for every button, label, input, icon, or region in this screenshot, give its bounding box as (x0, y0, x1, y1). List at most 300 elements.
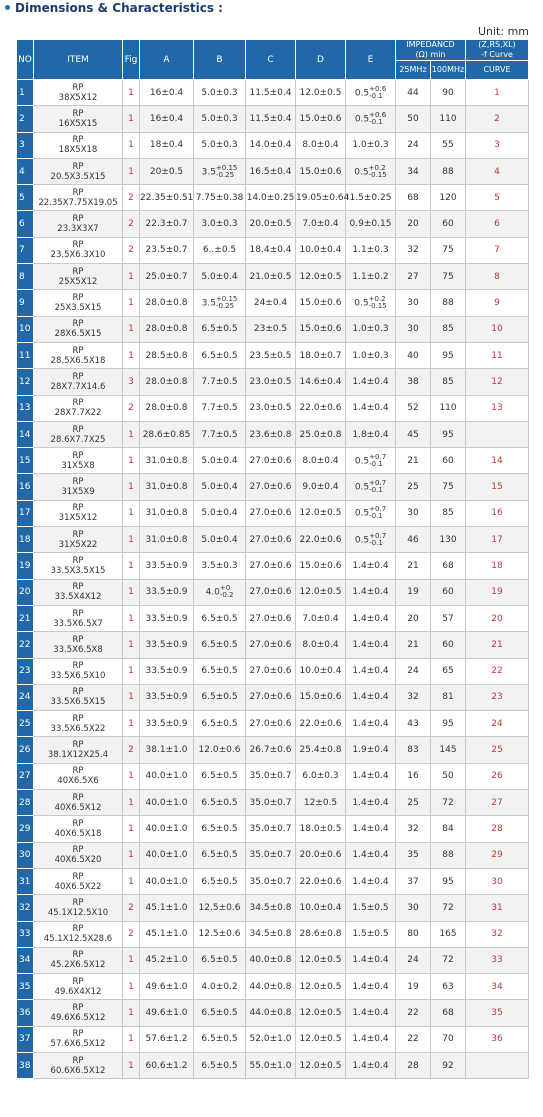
impedance-100mhz-cell (431, 632, 466, 658)
dim-d-cell (296, 474, 346, 500)
cell-text: 6.5±0.5 (201, 876, 238, 887)
dim-a-cell (140, 369, 194, 395)
item-prefix: RP (72, 713, 84, 724)
table-row (17, 80, 529, 106)
cell-text: 20 (19, 587, 31, 598)
row-number (17, 527, 34, 553)
col-100mhz-header: 100MHz (431, 61, 466, 80)
item-prefix: RP (72, 266, 84, 277)
dim-d-cell (296, 737, 346, 763)
curve-header-line2: -f Curve (481, 50, 513, 59)
impedance-100mhz-cell (431, 763, 466, 789)
cell-text: 6.5±0.5 (201, 718, 238, 729)
impedance-100mhz-cell (431, 132, 466, 158)
item-cell (34, 474, 123, 500)
cell-text: 1 (128, 455, 134, 466)
tolerance (220, 585, 234, 599)
dim-e-cell (346, 421, 396, 447)
dim-d-cell (296, 579, 346, 605)
impedance-100mhz-cell (431, 1052, 466, 1078)
dim-c-cell (246, 474, 296, 500)
item-cell (34, 842, 123, 868)
impedance-100mhz-cell (431, 711, 466, 737)
cell-text: 23.5±0.7 (145, 245, 188, 256)
impedance-100mhz-cell (431, 448, 466, 474)
tolerance-minus: -0.1 (369, 538, 383, 547)
cell-text: 145 (439, 745, 457, 756)
cell-text: 33.5±0.9 (145, 718, 188, 729)
cell-text: 60 (442, 219, 454, 230)
cell-text: 5 (494, 192, 500, 203)
item-cell (34, 658, 123, 684)
curve-cell (466, 237, 529, 263)
item-cell (34, 947, 123, 973)
cell-text: 12.0±0.6 (198, 745, 241, 756)
dim-b-cell (194, 1052, 246, 1078)
dim-a-cell (140, 395, 194, 421)
cell-text: 1.4±0.4 (352, 823, 389, 834)
tolerance (369, 480, 386, 494)
cell-text: 8.0±0.4 (302, 455, 339, 466)
cell-text: 21.0±0.5 (249, 271, 292, 282)
tolerance-minus: -0.1 (369, 459, 383, 468)
dim-a-cell (140, 448, 194, 474)
cell-text: 27.0±0.6 (249, 534, 292, 545)
tolerance-plus: +0.7 (369, 452, 387, 461)
dim-e-cell (346, 974, 396, 1000)
cell-text: 40.0±1.0 (145, 823, 188, 834)
cell-text: 5.0±0.4 (201, 455, 238, 466)
item-prefix: RP (72, 792, 84, 803)
cell-text: 1.4±0.4 (352, 376, 389, 387)
tolerance-minus: -0.1 (369, 512, 383, 521)
cell-text: 60 (442, 587, 454, 598)
impedance-100mhz-cell (431, 369, 466, 395)
dim-b-cell (194, 290, 246, 316)
cell-text: 32 (407, 692, 419, 703)
cell-text: 1 (128, 87, 134, 98)
cell-text: 130 (439, 534, 457, 545)
cell-text: 15 (19, 455, 31, 466)
item-prefix: RP (72, 108, 84, 119)
cell-text: 33.5±0.9 (145, 666, 188, 677)
cell-text: 0.5 (354, 298, 369, 309)
item-prefix: RP (72, 240, 84, 251)
curve-cell (466, 1000, 529, 1026)
dim-d-cell (296, 290, 346, 316)
cell-text: 18.0±0.7 (299, 350, 342, 361)
cell-text: 9.0±0.4 (302, 482, 339, 493)
item-prefix: RP (72, 1003, 84, 1014)
item-code: 28X7.7X22 (54, 408, 102, 419)
tolerance-plus: +0.15 (215, 295, 238, 304)
row-number (17, 921, 34, 947)
dim-b-cell (194, 737, 246, 763)
dim-b-cell (194, 553, 246, 579)
cell-text: 12.0±0.5 (299, 87, 342, 98)
impedance-25mhz-cell (396, 421, 431, 447)
dim-e-cell (346, 579, 396, 605)
cell-text: 27.0±0.6 (249, 508, 292, 519)
dim-e-cell (346, 816, 396, 842)
cell-text: 18 (491, 560, 503, 571)
cell-text: 31.0±0.8 (145, 482, 188, 493)
cell-text: 35.0±0.7 (249, 823, 292, 834)
fig-cell (123, 579, 140, 605)
cell-text: 30 (407, 324, 419, 335)
cell-text: 20 (407, 219, 419, 230)
impedance-100mhz-cell (431, 527, 466, 553)
cell-text: 2 (128, 192, 134, 203)
cell-text: 27 (407, 271, 419, 282)
cell-text: 2 (494, 113, 500, 124)
dim-d-cell (296, 816, 346, 842)
cell-text: 18±0.4 (149, 140, 184, 151)
item-cell (34, 553, 123, 579)
impedance-100mhz-cell (431, 421, 466, 447)
dim-c-cell (246, 895, 296, 921)
impedance-100mhz-cell (431, 395, 466, 421)
item-code: 40X6.5X12 (54, 802, 102, 813)
impedance-25mhz-cell (396, 158, 431, 184)
row-number (17, 211, 34, 237)
fig-cell (123, 1052, 140, 1078)
dim-e-cell (346, 711, 396, 737)
dim-a-cell (140, 868, 194, 894)
cell-text: 38 (407, 376, 419, 387)
impedance-100mhz-cell (431, 500, 466, 526)
row-number (17, 553, 34, 579)
row-number (17, 684, 34, 710)
col-a-header: A (140, 40, 194, 80)
impedance-100mhz-cell (431, 974, 466, 1000)
curve-cell (466, 369, 529, 395)
impedance-25mhz-cell (396, 763, 431, 789)
cell-text: 4.0±0.2 (201, 981, 238, 992)
cell-text: 27.0±0.6 (249, 455, 292, 466)
cell-text: 31.0±0.8 (145, 455, 188, 466)
dim-e-cell (346, 316, 396, 342)
impedance-100mhz-cell (431, 316, 466, 342)
cell-text: 35 (19, 981, 31, 992)
item-code: 28.6X7.7X25 (50, 434, 106, 445)
impedance-25mhz-cell (396, 80, 431, 106)
dim-a-cell (140, 711, 194, 737)
cell-text: 4 (494, 166, 500, 177)
cell-text: 6.5±0.5 (201, 850, 238, 861)
curve-cell (466, 974, 529, 1000)
item-prefix: RP (72, 582, 84, 593)
cell-text: 1.4±0.4 (352, 718, 389, 729)
dim-c-cell (246, 290, 296, 316)
impedance-25mhz-cell (396, 921, 431, 947)
cell-text: 6 (494, 219, 500, 230)
dim-b-cell (194, 842, 246, 868)
cell-text: 12.0±0.5 (299, 1008, 342, 1019)
row-number (17, 895, 34, 921)
cell-text: 85 (442, 376, 454, 387)
cell-text: 38 (19, 1060, 31, 1071)
table-row (17, 974, 529, 1000)
curve-cell (466, 842, 529, 868)
item-code: 38X5X12 (58, 92, 98, 103)
dim-d-cell (296, 264, 346, 290)
impedance-100mhz-cell (431, 290, 466, 316)
dim-e-cell (346, 632, 396, 658)
cell-text: 6.5±0.5 (201, 692, 238, 703)
table-row (17, 500, 529, 526)
cell-text: 18.0±0.5 (299, 823, 342, 834)
cell-text: 6.5±0.5 (201, 1008, 238, 1019)
cell-text: 3.5 (201, 298, 216, 309)
curve-cell (466, 605, 529, 631)
dim-c-cell (246, 237, 296, 263)
cell-text: 22.0±0.6 (299, 534, 342, 545)
cell-text: 50 (407, 113, 419, 124)
item-cell (34, 158, 123, 184)
cell-text: 1.1±0.3 (352, 245, 389, 256)
impedance-header (396, 40, 466, 61)
impedance-25mhz-cell (396, 316, 431, 342)
cell-text: 5.0±0.4 (201, 482, 238, 493)
cell-text: 65 (442, 666, 454, 677)
cell-text: 29 (491, 850, 503, 861)
item-cell (34, 237, 123, 263)
col-d-header: D (296, 40, 346, 80)
fig-cell (123, 158, 140, 184)
item-prefix: RP (72, 766, 84, 777)
impedance-100mhz-cell (431, 342, 466, 368)
cell-text: 44.0±0.8 (249, 981, 292, 992)
table-row (17, 711, 529, 737)
impedance-100mhz-cell (431, 947, 466, 973)
dim-b-cell (194, 237, 246, 263)
item-prefix: RP (72, 477, 84, 488)
item-code: 23.3X3X7 (57, 224, 99, 235)
curve-cell (466, 421, 529, 447)
impedance-25mhz-cell (396, 868, 431, 894)
dim-e-cell (346, 921, 396, 947)
dim-a-cell (140, 737, 194, 763)
table-row (17, 1000, 529, 1026)
curve-cell (466, 264, 529, 290)
cell-text: 3.5±0.3 (201, 560, 238, 571)
item-cell (34, 1052, 123, 1078)
fig-cell (123, 211, 140, 237)
cell-text: 19 (407, 587, 419, 598)
impedance-25mhz-cell (396, 290, 431, 316)
dim-a-cell (140, 106, 194, 132)
cell-text: 5.0±0.4 (201, 271, 238, 282)
cell-text: 22.0±0.6 (299, 403, 342, 414)
dim-b-cell (194, 500, 246, 526)
dim-a-cell (140, 316, 194, 342)
dim-d-cell (296, 527, 346, 553)
item-code: 33.5X3.5X15 (50, 565, 106, 576)
row-number (17, 158, 34, 184)
cell-text: 1.4±0.4 (352, 1060, 389, 1071)
curve-header-top (466, 40, 529, 61)
row-number (17, 316, 34, 342)
impedance-25mhz-cell (396, 658, 431, 684)
cell-text: 25.0±0.7 (145, 271, 188, 282)
cell-text: 45.1±1.0 (145, 902, 188, 913)
item-code: 31X5X22 (58, 539, 98, 550)
dim-b-cell (194, 211, 246, 237)
cell-text: 84 (442, 823, 454, 834)
dim-b-cell (194, 947, 246, 973)
item-prefix: RP (72, 1055, 84, 1066)
dim-c-cell (246, 553, 296, 579)
dim-c-cell (246, 974, 296, 1000)
cell-text: 1.4±0.4 (352, 1008, 389, 1019)
dim-e-cell (346, 763, 396, 789)
cell-text: 1.5±0.5 (352, 902, 389, 913)
impedance-100mhz-cell (431, 1026, 466, 1052)
dim-d-cell (296, 500, 346, 526)
cell-text: 7.7±0.5 (201, 376, 238, 387)
dim-a-cell (140, 237, 194, 263)
dim-c-cell (246, 369, 296, 395)
row-number (17, 237, 34, 263)
dim-e-cell (346, 290, 396, 316)
dim-b-cell (194, 895, 246, 921)
tolerance-plus: +0.7 (369, 505, 387, 514)
item-cell (34, 816, 123, 842)
cell-text: 27.0±0.6 (249, 613, 292, 624)
impedance-100mhz-cell (431, 816, 466, 842)
table-row (17, 237, 529, 263)
dim-e-cell (346, 658, 396, 684)
fig-cell (123, 185, 140, 211)
cell-text: 25 (407, 797, 419, 808)
dim-b-cell (194, 632, 246, 658)
cell-text: 23.0±0.5 (249, 403, 292, 414)
table-row (17, 868, 529, 894)
dim-d-cell (296, 895, 346, 921)
cell-text: 28.6±0.85 (142, 429, 191, 440)
curve-cell (466, 684, 529, 710)
cell-text: 1.4±0.4 (352, 955, 389, 966)
dim-b-cell (194, 1026, 246, 1052)
impedance-100mhz-cell (431, 211, 466, 237)
fig-cell (123, 711, 140, 737)
cell-text: 9 (494, 298, 500, 309)
curve-cell (466, 448, 529, 474)
table-row (17, 369, 529, 395)
dim-c-cell (246, 1026, 296, 1052)
curve-cell (466, 790, 529, 816)
curve-cell (466, 80, 529, 106)
cell-text: 20.0±0.5 (249, 219, 292, 230)
cell-text: 43 (407, 718, 419, 729)
dim-b-cell (194, 342, 246, 368)
impedance-100mhz-cell (431, 842, 466, 868)
item-code: 49.6X4X12 (54, 986, 102, 997)
dim-a-cell (140, 658, 194, 684)
cell-text: 33.5±0.9 (145, 639, 188, 650)
table-row (17, 395, 529, 421)
item-prefix: RP (72, 976, 84, 987)
dim-d-cell (296, 395, 346, 421)
cell-text: 12.0±0.5 (299, 508, 342, 519)
cell-text: 23 (19, 666, 31, 677)
cell-text: 12 (491, 376, 503, 387)
cell-text: 70 (442, 1034, 454, 1045)
item-cell (34, 632, 123, 658)
cell-text: 35 (407, 850, 419, 861)
cell-text: 1 (128, 955, 134, 966)
cell-text: 1 (128, 823, 134, 834)
cell-text: 6.5±0.5 (201, 1060, 238, 1071)
cell-text: 34.5±0.8 (249, 902, 292, 913)
tolerance-minus: -0.1 (369, 486, 383, 495)
cell-text: 13 (491, 403, 503, 414)
cell-text: 1.4±0.4 (352, 771, 389, 782)
impedance-header-line2: (Ω) min (415, 50, 446, 59)
col-fig-header: Fig (123, 40, 140, 80)
tolerance (369, 165, 387, 179)
row-number (17, 106, 34, 132)
table-row (17, 632, 529, 658)
dim-e-cell (346, 527, 396, 553)
cell-text: 45.2±1.0 (145, 955, 188, 966)
table-row (17, 605, 529, 631)
dim-e-cell (346, 605, 396, 631)
cell-text: 81 (442, 692, 454, 703)
cell-text: 1 (128, 482, 134, 493)
cell-text: 27.0±0.6 (249, 666, 292, 677)
item-prefix: RP (72, 424, 84, 435)
curve-cell (466, 290, 529, 316)
item-prefix: RP (72, 950, 84, 961)
cell-text: 25.4±0.8 (299, 745, 342, 756)
col-curve-header: CURVE (466, 61, 529, 80)
cell-text: 6.5±0.5 (201, 613, 238, 624)
cell-text: 37 (19, 1034, 31, 1045)
cell-text: 90 (442, 87, 454, 98)
cell-text: 40.0±0.8 (249, 955, 292, 966)
item-cell (34, 80, 123, 106)
cell-text: 35.0±0.7 (249, 876, 292, 887)
table-row (17, 106, 529, 132)
cell-text: 1 (128, 797, 134, 808)
fig-cell (123, 790, 140, 816)
cell-text: 34.5±0.8 (249, 929, 292, 940)
cell-text: 28 (491, 823, 503, 834)
cell-text: 15 (491, 482, 503, 493)
curve-cell (466, 947, 529, 973)
dim-d-cell (296, 921, 346, 947)
cell-text: 44 (407, 87, 419, 98)
item-cell (34, 290, 123, 316)
cell-text: 95 (442, 429, 454, 440)
row-number (17, 1052, 34, 1078)
cell-text: 15.0±0.6 (299, 113, 342, 124)
dim-a-cell (140, 264, 194, 290)
item-cell (34, 763, 123, 789)
cell-text: 27.0±0.6 (249, 560, 292, 571)
dim-d-cell (296, 237, 346, 263)
curve-header-line1: (Z,RS,XL) (478, 40, 516, 49)
table-row (17, 185, 529, 211)
cell-text: 1 (128, 534, 134, 545)
dim-c-cell (246, 763, 296, 789)
dim-d-cell (296, 369, 346, 395)
cell-text: 28 (19, 797, 31, 808)
item-prefix: RP (72, 608, 84, 619)
tolerance-minus: -0.25 (215, 302, 235, 311)
